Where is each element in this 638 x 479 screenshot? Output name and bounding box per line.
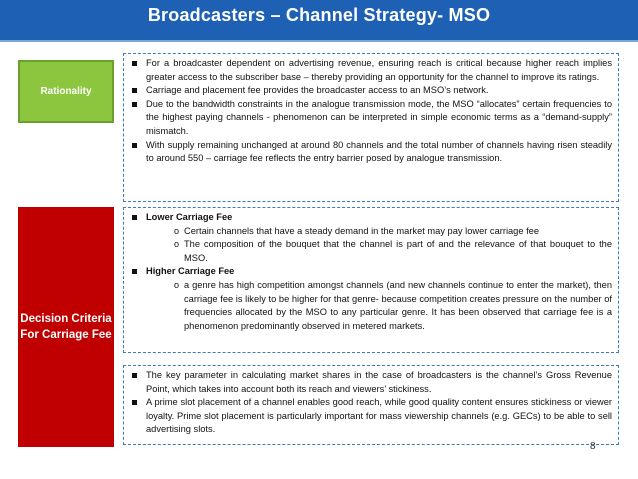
rationality-label: Rationality	[40, 85, 92, 97]
decision-criteria-panel	[123, 207, 619, 353]
decision-criteria-list	[130, 211, 612, 333]
decision-criteria-label-box	[18, 207, 114, 447]
sub-bullet-marker: o	[174, 279, 180, 290]
sub-bullet-marker: o	[174, 239, 180, 250]
rationality-bullet: With supply remaining unchanged at around 80 channels and the total number of channels having risen steadily to around 550 – carriage fee reflects the entry barrier posed by analogue transmission.	[130, 139, 612, 166]
rationality-bullet: Due to the bandwidth constraints in the analogue transmission mode, the MSO “allocates” certain frequencies to the highest paying channels - phenomenon can be interpreted in simple economic terms as a “demand-supply” mismatch.	[130, 98, 612, 139]
higher-fee-text: a genre has high competition amongst channels (and new channels continue to enter the market), then carriage fee is likely to be higher for that genre- because competition creates pressure on the number of frequencies allocated by the MSO to any particular genre. It has been observed that carriage fee is a phenomenon predominantly observed in metered markets.	[184, 279, 612, 331]
lower-fee-text: Certain channels that have a steady demand in the market may pay lower carriage fee	[184, 225, 540, 236]
slide-title: Broadcasters – Channel Strategy- MSO	[147, 5, 491, 25]
lower-fee-item	[130, 238, 612, 265]
page-number: 8	[590, 441, 596, 452]
market-share-bullet: A prime slot placement of a channel enables good reach, while good quality content ensures stickiness or viewer loyalty. Prime slot placement is particularly important for mass viewership channels (e.g. GECs) to be able to sell advertising slots.	[130, 396, 612, 437]
decision-criteria-label: Decision Criteria For Carriage Fee	[20, 313, 112, 341]
lower-carriage-fee-heading: Lower Carriage Fee	[130, 211, 612, 225]
market-share-bullet: The key parameter in calculating market shares in the case of broadcasters is the channel’s Gross Revenue Point, which takes into account both its reach and viewers’ stickiness.	[130, 369, 612, 396]
market-share-list	[130, 369, 612, 437]
rationality-bullet: Carriage and placement fee provides the broadcaster access to an MSO’s network.	[130, 84, 612, 98]
title-bar	[0, 0, 638, 42]
rationality-list	[130, 57, 612, 166]
higher-fee-item	[130, 279, 612, 333]
rationality-panel	[123, 53, 619, 202]
sub-bullet-marker: o	[174, 225, 180, 236]
higher-carriage-fee-heading: Higher Carriage Fee	[130, 265, 612, 279]
market-share-panel	[123, 365, 619, 445]
rationality-label-box	[18, 60, 114, 123]
rationality-bullet: For a broadcaster dependent on advertising revenue, ensuring reach is critical because higher reach implies greater access to the subscriber base – thereby providing an opportunity for the channel to improve its ratings.	[130, 57, 612, 84]
lower-fee-text: The composition of the bouquet that the channel is part of and the relevance of that bouquet to the MSO.	[184, 239, 612, 263]
lower-fee-item	[130, 225, 612, 239]
